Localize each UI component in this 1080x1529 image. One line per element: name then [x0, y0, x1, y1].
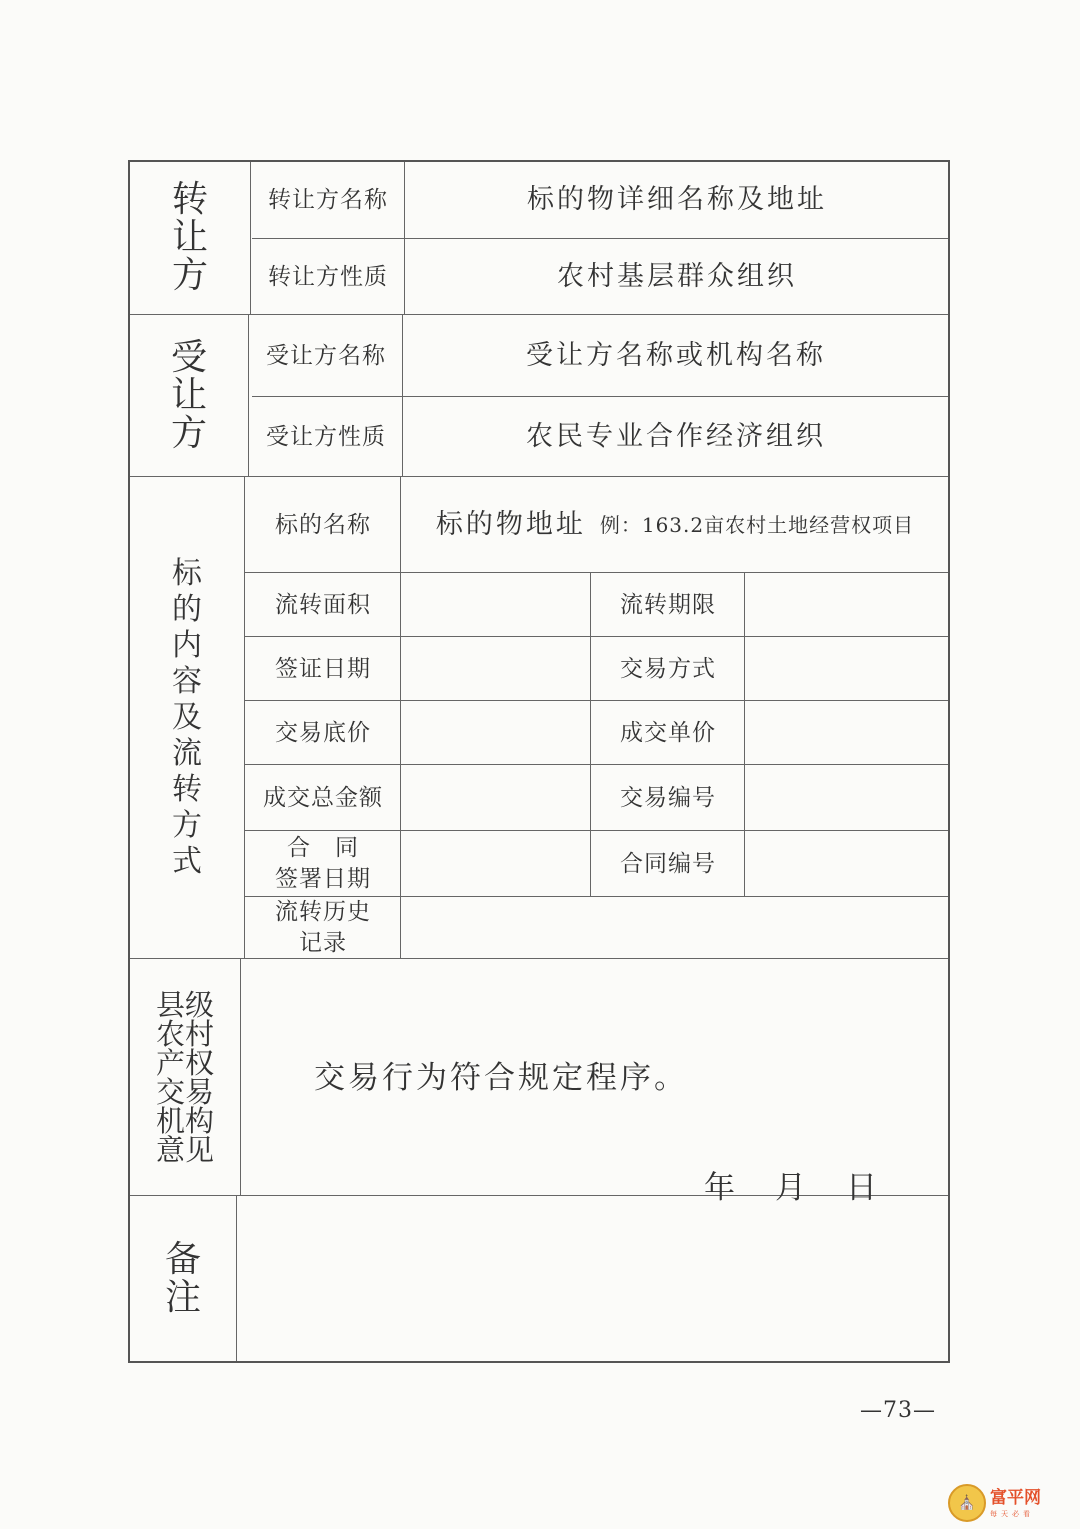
total-amount-field[interactable] [402, 766, 590, 830]
contract-date-label [246, 832, 400, 896]
subject-name-field[interactable] [402, 478, 948, 572]
day-label: 日 [846, 1170, 877, 1206]
history-label-line2: 记录 [299, 930, 347, 956]
transfer-form-table [128, 160, 950, 1363]
trade-method-field[interactable] [746, 638, 948, 700]
watermark-text [990, 1488, 1041, 1519]
transferor-section-title: 转 让 方 [171, 179, 208, 296]
transferor-nature-field[interactable]: 农村基层群众组织 [557, 261, 797, 293]
subject-name-example: 例：163.2亩农村土地经营权项目 [599, 512, 915, 537]
opinion-text[interactable]: 交易行为符合规定程序。 [314, 1060, 688, 1096]
contract-date-label-line2: 签署日期 [275, 866, 371, 892]
transfer-term-label: 流转期限 [620, 591, 716, 618]
trade-number-field[interactable] [746, 766, 948, 830]
history-label [246, 898, 400, 958]
contract-date-field[interactable] [402, 832, 590, 896]
remarks-section-title: 备 注 [164, 1239, 201, 1318]
total-amount-label: 成交总金额 [263, 784, 383, 811]
unit-price-label: 成交单价 [620, 719, 716, 746]
history-field[interactable] [402, 898, 948, 958]
transfer-area-field[interactable] [402, 574, 590, 636]
page-number: —73— [860, 1398, 936, 1423]
contract-date-label-line1: 合 同 [287, 834, 359, 861]
transferee-section-title: 受 让 方 [170, 337, 207, 454]
transferee-name-label: 受让方名称 [266, 342, 386, 369]
watermark-slogan: 每天必看 [990, 1509, 1034, 1518]
transfer-area-label: 流转面积 [275, 591, 371, 618]
watermark-logo [948, 1484, 1041, 1522]
subject-name-value: 标的物地址 [435, 509, 586, 541]
subject-section-title: 标 的 内 容 及 流 转 方 式 [172, 556, 202, 879]
trade-method-label: 交易方式 [620, 655, 716, 682]
visa-date-field[interactable] [402, 638, 590, 700]
transferee-nature-label: 受让方性质 [266, 423, 386, 450]
transferor-name-label: 转让方名称 [268, 186, 388, 213]
year-label: 年 [704, 1170, 735, 1206]
visa-date-label: 签证日期 [275, 655, 371, 682]
transferee-name-field[interactable]: 受让方名称或机构名称 [526, 340, 826, 372]
history-label-line1: 流转历史 [275, 898, 371, 925]
reserve-price-field[interactable] [402, 702, 590, 764]
month-label: 月 [775, 1170, 806, 1206]
watermark-name: 富平网 [990, 1487, 1041, 1508]
transferee-nature-field[interactable]: 农民专业合作经济组织 [526, 421, 826, 453]
gate-icon: ⛪ [948, 1484, 986, 1522]
reserve-price-label: 交易底价 [275, 719, 371, 746]
transferor-nature-label: 转让方性质 [268, 263, 388, 290]
contract-number-label: 合同编号 [620, 850, 716, 877]
opinion-section-title: 县级 农村 产权 交易 机构 意见 [155, 987, 214, 1167]
contract-number-field[interactable] [746, 832, 948, 896]
transferor-name-field[interactable]: 标的物详细名称及地址 [527, 184, 827, 216]
unit-price-field[interactable] [746, 702, 948, 764]
trade-number-label: 交易编号 [620, 784, 716, 811]
transfer-term-field[interactable] [746, 574, 948, 636]
remarks-field[interactable] [238, 1197, 948, 1361]
subject-name-label: 标的名称 [275, 511, 371, 538]
